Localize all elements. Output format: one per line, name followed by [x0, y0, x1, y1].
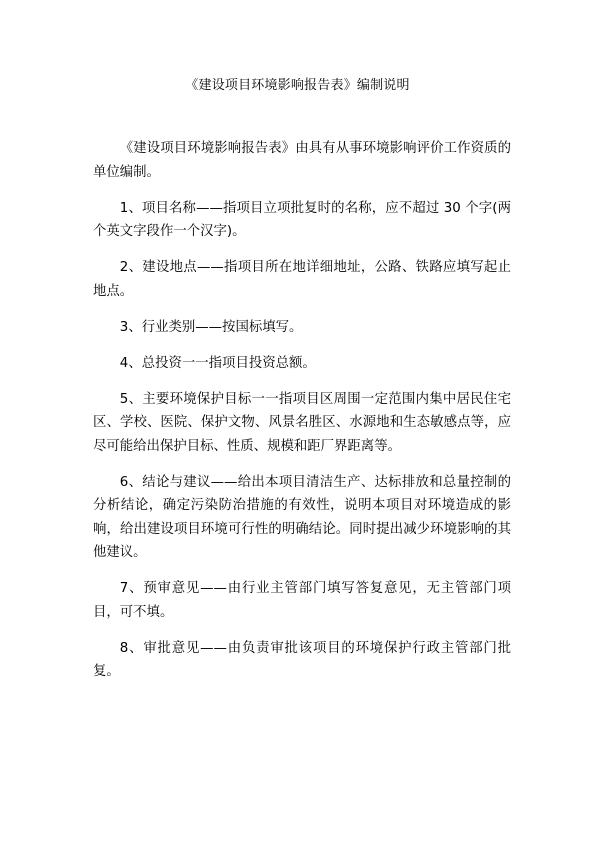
item-industry-category: 3、行业类别——按国标填写。 [119, 319, 303, 335]
document-body [93, 137, 511, 696]
item-project-name: 1、项目名称——指项目立项批复时的名称，应不超过 30 个字(两个英文字段作一个汉字)。 [93, 200, 511, 239]
item-preliminary-review: 7、预审意见——由行业主管部门填写答复意见，无主管部门项目，可不填。 [93, 581, 511, 620]
item-construction-site: 2、建设地点——指项目所在地详细地址，公路、铁路应填写起止地点。 [93, 260, 511, 299]
document-title: 《建设项目环境影响报告表》编制说明 [185, 78, 410, 93]
item-conclusions: 6、结论与建议——给出本项目清洁生产、达标排放和总量控制的分析结论，确定污染防治措施的有效性，说明本项目对环境造成的影响，给出建设项目环境可行性的明确结论。同时提出减少环境影响的其他建议。 [93, 474, 511, 560]
intro-paragraph: 《建设项目环境影响报告表》由具有从事环境影响评价工作资质的单位编制。 [93, 141, 511, 180]
item-total-investment: 4、总投资一一指项目投资总额。 [119, 355, 316, 371]
item-protection-targets: 5、主要环境保护目标一一指项目区周围一定范围内集中居民住宅区、学校、医院、保护文物、风景名胜区、水源地和生态敏感点等，应尽可能给出保护目标、性质、规模和距厂界距离等。 [93, 391, 511, 454]
item-approval-opinion: 8、审批意见——由负责审批该项目的环境保护行政主管部门批复。 [93, 640, 511, 679]
